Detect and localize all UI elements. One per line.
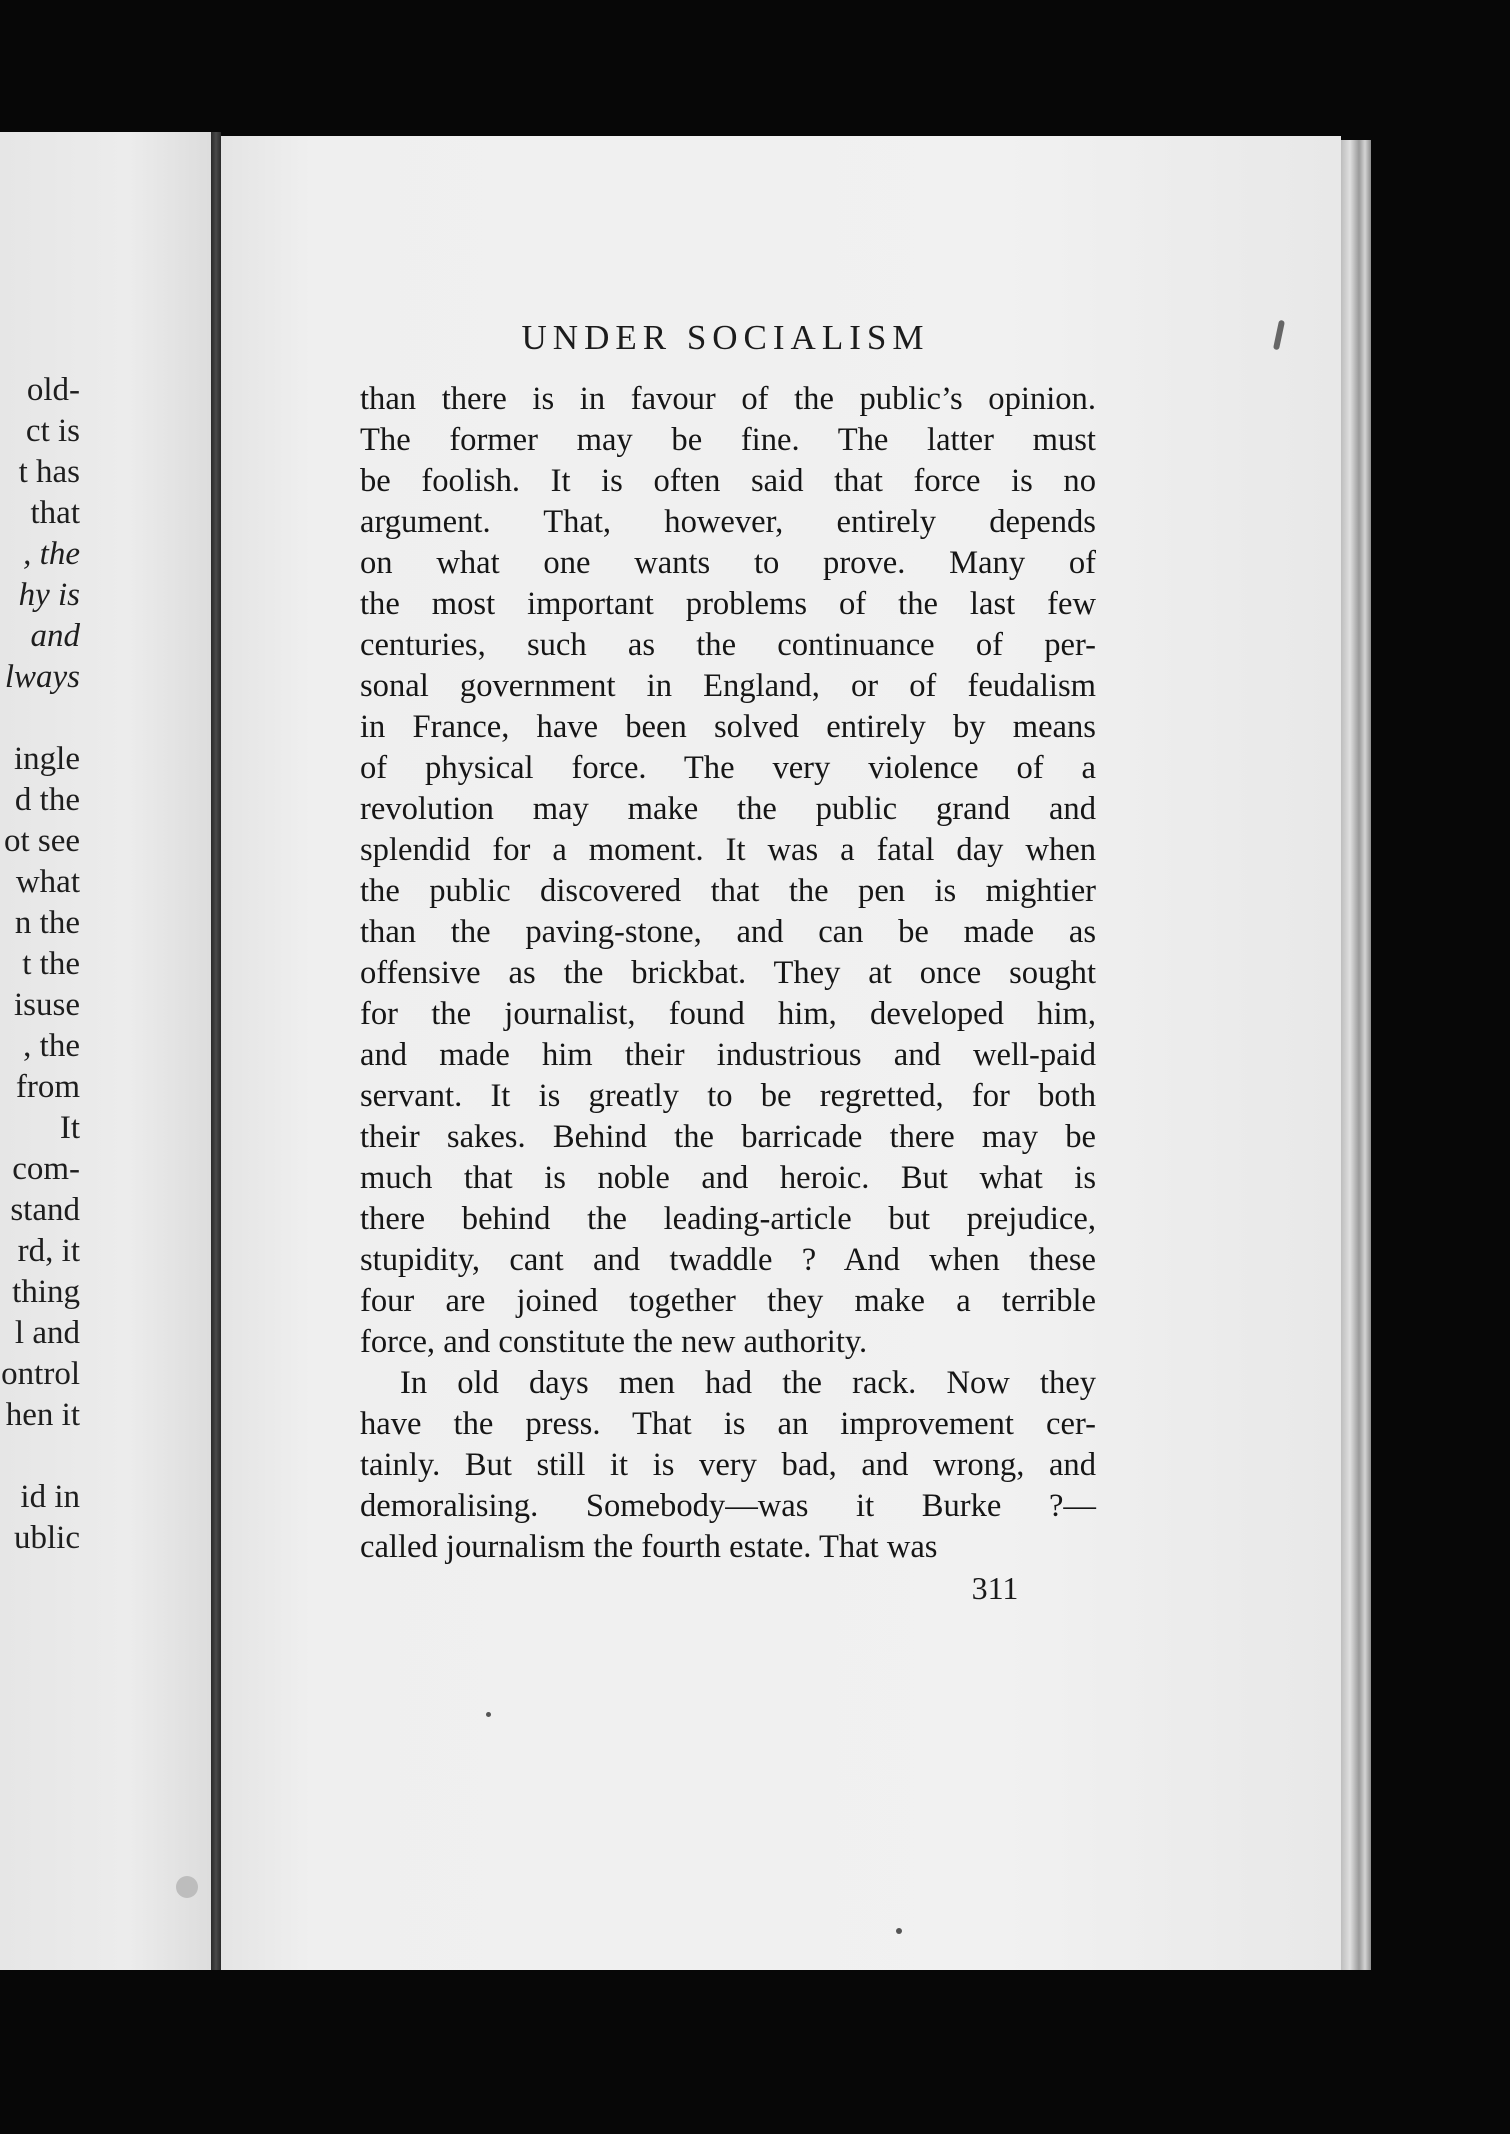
text-line: called journalism the fourth estate. That was <box>360 1529 938 1565</box>
text-line: sonal government in England, or of feudalism <box>360 668 1096 704</box>
text-line: than there is in favour of the public’s opinion. <box>360 381 1096 417</box>
text-line: their sakes. Behind the barricade there may be <box>360 1119 1096 1155</box>
left-page-line: id in <box>20 1479 80 1515</box>
left-page-line: ontrol <box>1 1356 80 1392</box>
left-page-line <box>0 575 80 616</box>
left-page-line <box>0 698 80 739</box>
left-page-line: ingle <box>14 741 80 777</box>
text-line: demoralising. Somebody—was it Burke ?— <box>360 1488 1096 1524</box>
left-page-line: , the <box>23 1028 80 1064</box>
left-page-line: rd, it <box>17 1233 80 1269</box>
page-edge <box>1341 140 1371 1970</box>
left-page-line <box>0 657 80 698</box>
left-page-line: It <box>59 1110 80 1146</box>
left-page-line: stand <box>10 1192 80 1228</box>
text-line: have the press. That is an improvement cer- <box>360 1406 1096 1442</box>
left-page-line <box>0 1436 80 1477</box>
text-line: be foolish. It is often said that force is no <box>360 463 1096 499</box>
left-page-line: l and <box>14 1315 80 1351</box>
dust-speck <box>486 1712 491 1717</box>
left-page-line-text: lways <box>4 659 80 695</box>
text-line: on what one wants to prove. Many of <box>360 545 1096 581</box>
left-page-line: ublic <box>14 1520 80 1556</box>
text-line: the public discovered that the pen is mightier <box>360 873 1096 909</box>
running-head: UNDER SOCIALISM <box>521 318 930 357</box>
left-page-line: com- <box>12 1151 80 1187</box>
left-page-line <box>0 616 80 657</box>
page-number: 311 <box>971 1570 1019 1606</box>
text-line: much that is noble and heroic. But what is <box>360 1160 1096 1196</box>
text-line: offensive as the brickbat. They at once sought <box>360 955 1096 991</box>
left-page-line: n the <box>14 905 80 941</box>
left-page-line <box>0 534 80 575</box>
text-line: revolution may make the public grand and <box>360 791 1096 827</box>
left-page-line: ot see <box>3 823 80 859</box>
text-line: force, and constitute the new authority. <box>360 1324 868 1360</box>
left-page-line: thing <box>12 1274 80 1310</box>
text-line: The former may be fine. The latter must <box>360 422 1096 458</box>
left-page-line: t the <box>22 946 80 982</box>
left-page-line: from <box>15 1069 80 1105</box>
text-line: than the paving-stone, and can be made as <box>360 914 1096 950</box>
text-line: stupidity, cant and twaddle ? And when these <box>360 1242 1096 1278</box>
book-gutter <box>211 132 221 1970</box>
text-line: the most important problems of the last few <box>360 586 1096 622</box>
left-page-line: isuse <box>14 987 80 1023</box>
text-line: In old days men had the rack. Now they <box>400 1365 1096 1401</box>
left-page-line-text: and <box>30 618 80 654</box>
text-line: splendid for a moment. It was a fatal day when <box>360 832 1096 868</box>
left-page-line: that <box>30 495 80 531</box>
text-line: in France, have been solved entirely by means <box>360 709 1096 745</box>
text-line: argument. That, however, entirely depends <box>360 504 1096 540</box>
left-page-line: old- <box>26 372 80 408</box>
dust-speck <box>176 1876 198 1898</box>
left-page-line: t has <box>18 454 80 490</box>
dust-speck <box>896 1928 902 1934</box>
left-page-line: hen it <box>5 1397 80 1433</box>
left-page-line-text: hy is <box>18 577 80 613</box>
text-line: tainly. But still it is very bad, and wrong, and <box>360 1447 1096 1483</box>
left-page <box>0 132 214 1970</box>
text-line: servant. It is greatly to be regretted, for both <box>360 1078 1096 1114</box>
left-page-line: d the <box>14 782 80 818</box>
left-page-line-text: , the <box>23 536 80 572</box>
text-line: four are joined together they make a terrible <box>360 1283 1096 1319</box>
left-page-line: what <box>15 864 80 900</box>
left-page-line: ct is <box>25 413 80 449</box>
body-text <box>360 379 1096 1568</box>
text-line: centuries, such as the continuance of per- <box>360 627 1096 663</box>
text-line: of physical force. The very violence of a <box>360 750 1096 786</box>
text-line: for the journalist, found him, developed him, <box>360 996 1096 1032</box>
text-line: there behind the leading-article but prejudice, <box>360 1201 1096 1237</box>
text-line: and made him their industrious and well-paid <box>360 1037 1096 1073</box>
left-page-text <box>0 370 80 1559</box>
